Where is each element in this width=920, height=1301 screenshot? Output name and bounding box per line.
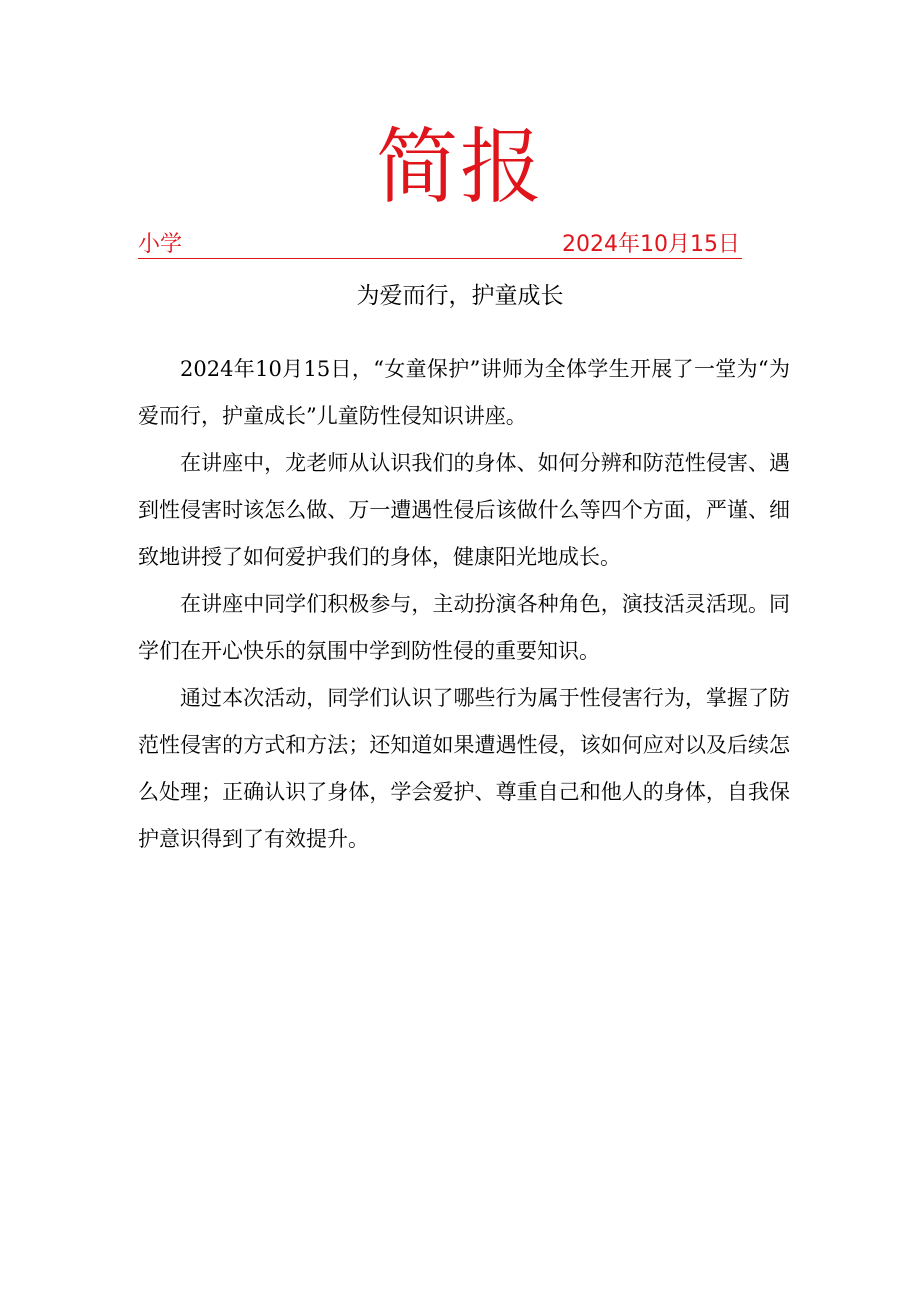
header-line: [138, 230, 742, 262]
issue-date: 2024年10月15日: [562, 232, 740, 257]
paragraph: 在讲座中，龙老师从认识我们的身体、如何分辨和防范性侵害、遇到性侵害时该怎么做、万一遭遇性侵后该做什么等四个方面，严谨、细致地讲授了如何爱护我们的身体，健康阳光地成长。: [138, 451, 790, 569]
paragraph: 在讲座中同学们积极参与，主动扮演各种角色，演技活灵活现。同学们在开心快乐的氛围中学到防性侵的重要知识。: [138, 592, 790, 663]
article-title: 为爱而行，护童成长: [356, 283, 564, 309]
masthead-title: 简报: [375, 120, 544, 215]
school-name: 小学: [138, 232, 183, 257]
article-body: [138, 346, 790, 863]
paragraph: 通过本次活动，同学们认识了哪些行为属于性侵害行为，掌握了防范性侵害的方式和方法；还知道如果遭遇性侵，该如何应对以及后续怎么处理；正确认识了身体，学会爱护、尊重自己和他人的身体，自我保护意识得到了有效提升。: [138, 686, 790, 851]
paragraph: 2024年10月15日，“女童保护”讲师为全体学生开展了一堂为“为爱而行，护童成长”儿童防性侵知识讲座。: [138, 357, 790, 428]
red-divider: [138, 258, 742, 259]
